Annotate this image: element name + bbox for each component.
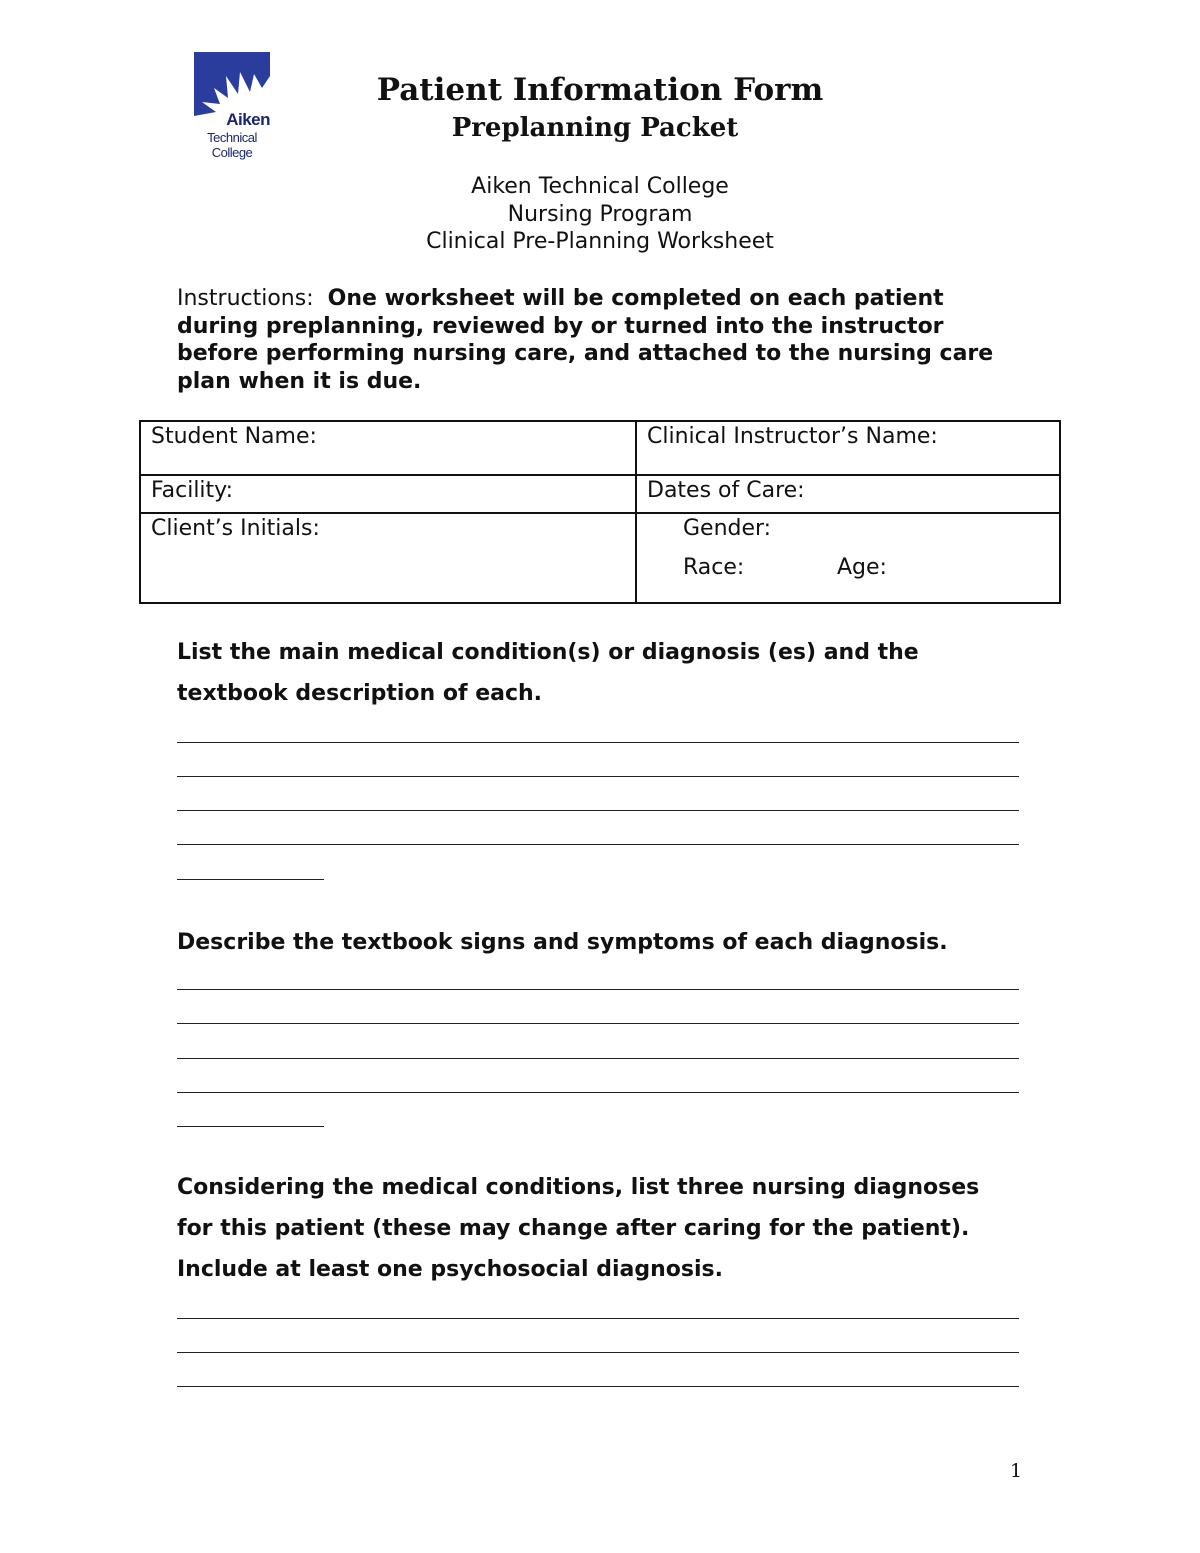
logo-text-line1: Aiken bbox=[226, 110, 270, 129]
demographics-field[interactable] bbox=[636, 513, 1060, 603]
page-title: Patient Information Form bbox=[376, 72, 824, 108]
logo-text-line3: College bbox=[211, 145, 253, 160]
answer-line[interactable] bbox=[177, 1318, 1019, 1319]
answer-line[interactable] bbox=[177, 879, 324, 880]
facility-field[interactable] bbox=[140, 475, 636, 513]
age-label: Age: bbox=[837, 555, 887, 580]
program-name: Nursing Program bbox=[507, 202, 693, 227]
instructions bbox=[177, 285, 1017, 395]
answer-line[interactable] bbox=[177, 1092, 1019, 1093]
answer-line[interactable] bbox=[177, 989, 1019, 990]
client-initials-field[interactable] bbox=[140, 513, 636, 603]
answer-line[interactable] bbox=[177, 810, 1019, 811]
question-1: List the main medical condition(s) or diagnosis (es) and the textbook description of each. bbox=[177, 640, 919, 706]
instructions-label: Instructions: bbox=[177, 286, 314, 311]
instructor-name-label: Clinical Instructor’s Name: bbox=[647, 424, 938, 449]
student-name-field[interactable] bbox=[140, 421, 636, 475]
answer-line[interactable] bbox=[177, 776, 1019, 777]
answer-line[interactable] bbox=[177, 1352, 1019, 1353]
answer-line[interactable] bbox=[177, 1386, 1019, 1387]
race-age-row bbox=[647, 555, 1049, 580]
question-3: Considering the medical conditions, list three nursing diagnoses for this patient (these may change after caring for the patient). Include at least one psychosocial diagnosis. bbox=[177, 1175, 980, 1282]
dates-of-care-label: Dates of Care: bbox=[647, 478, 805, 503]
client-initials-label: Client’s Initials: bbox=[151, 516, 320, 541]
instructions-text: One worksheet will be completed on each patient during preplanning, reviewed by or turned into the instructor before performing nursing care, and attached to the nursing care plan when it is due. bbox=[177, 286, 994, 394]
answer-line[interactable] bbox=[177, 844, 1019, 845]
answer-line[interactable] bbox=[177, 1058, 1019, 1059]
dates-of-care-field[interactable] bbox=[636, 475, 1060, 513]
org-name: Aiken Technical College bbox=[471, 174, 729, 199]
patient-info-table bbox=[139, 420, 1061, 604]
race-label: Race: bbox=[683, 555, 745, 580]
page-number: 1 bbox=[1010, 1460, 1023, 1482]
answer-line[interactable] bbox=[177, 1023, 1019, 1024]
student-name-label: Student Name: bbox=[151, 424, 317, 449]
gender-label: Gender: bbox=[683, 516, 772, 541]
question-2: Describe the textbook signs and symptoms of each diagnosis. bbox=[177, 930, 948, 955]
answer-line[interactable] bbox=[177, 742, 1019, 743]
answer-line[interactable] bbox=[177, 1126, 324, 1127]
worksheet-name: Clinical Pre-Planning Worksheet bbox=[426, 229, 774, 254]
page-subtitle: Preplanning Packet bbox=[451, 113, 739, 143]
instructor-name-field[interactable] bbox=[636, 421, 1060, 475]
facility-label: Facility: bbox=[151, 478, 234, 503]
logo-text-line2: Technical bbox=[207, 130, 257, 145]
